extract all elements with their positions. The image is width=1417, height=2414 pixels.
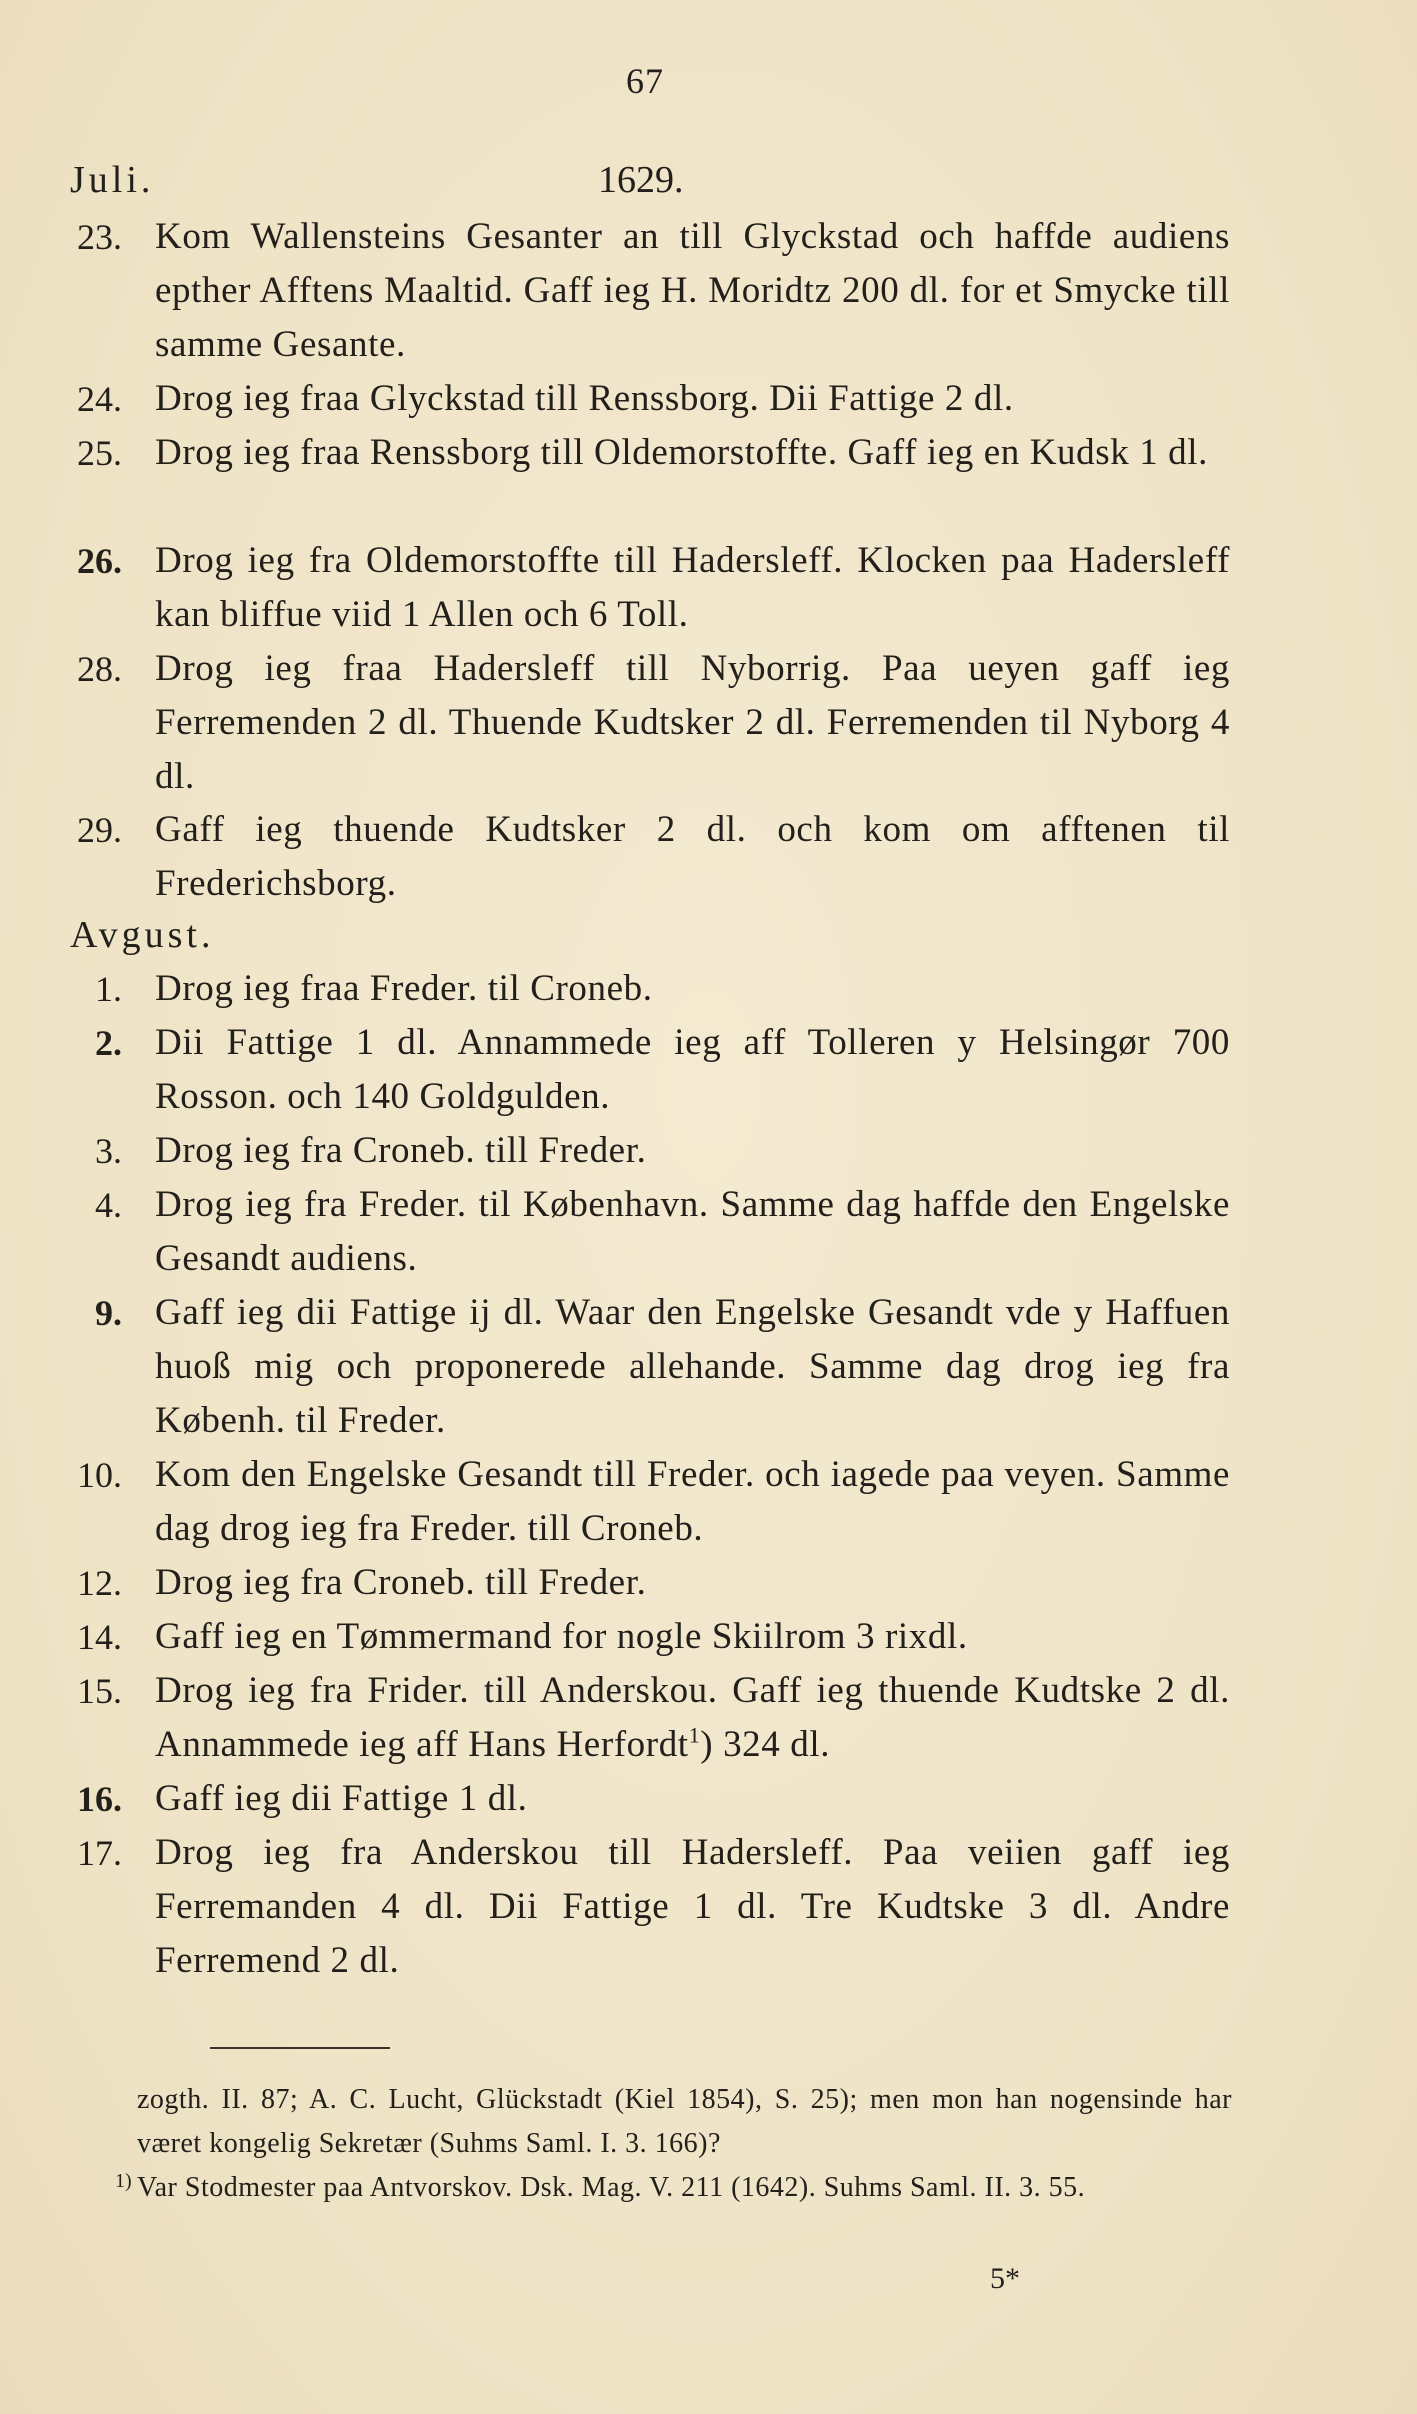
entry-day: 2. <box>95 1023 122 1063</box>
month-heading-july: Juli. <box>70 159 155 201</box>
entry-text: Drog ieg fra Anderskou till Hadersleff. Paa veiien gaff ieg Ferremanden 4 dl. Dii Fattige 1 dl. Tre Kudtske 3 dl. Andre Ferremend 2 dl. <box>155 1832 1230 1981</box>
entry-day: 10. <box>77 1455 122 1495</box>
entry-august-15 <box>70 1664 1230 1772</box>
entry-text: Kom den Engelske Gesandt till Freder. och iagede paa veyen. Samme dag drog ieg fra Freder. till Croneb. <box>155 1454 1230 1549</box>
entry-text-before: Drog ieg fra Frider. till Anderskou. Gaff ieg thuende Kudtske 2 dl. Annammede ieg aff Hans Herfordt <box>155 1670 1230 1765</box>
entry-july-24 <box>70 372 1230 426</box>
entry-august-17 <box>70 1826 1230 1988</box>
month-heading-august: Avgust. <box>70 914 215 956</box>
footnotes <box>115 2078 1232 2210</box>
entry-day: 3. <box>95 1131 122 1171</box>
entry-text: Drog ieg fraa Freder. til Croneb. <box>155 968 653 1009</box>
entry-text-after: ) 324 dl. <box>700 1724 831 1765</box>
entry-day: 16. <box>77 1779 122 1819</box>
entry-day: 14. <box>77 1617 122 1657</box>
entry-text: Gaff ieg dii Fattige 1 dl. <box>155 1778 528 1819</box>
footnote-divider <box>210 2047 390 2049</box>
entry-july-23 <box>70 210 1230 372</box>
entry-august-3 <box>70 1124 1230 1178</box>
entry-day: 17. <box>77 1833 122 1873</box>
entry-day: 12. <box>77 1563 122 1603</box>
entry-text: Gaff ieg thuende Kudtsker 2 dl. och kom om afftenen til Frederichsborg. <box>155 809 1230 904</box>
entry-august-9 <box>70 1286 1230 1448</box>
entry-day: 1. <box>95 969 122 1009</box>
footnote-ref: 1 <box>688 1722 701 1748</box>
entry-text: Gaff ieg en Tømmermand for nogle Skiilrom 3 rixdl. <box>155 1616 968 1657</box>
footnote-text: Var Stodmester paa Antvorskov. Dsk. Mag. V. 211 (1642). Suhms Saml. II. 3. 55. <box>137 2172 1086 2203</box>
footnote-1 <box>115 2166 1232 2210</box>
entry-day: 25. <box>77 433 122 473</box>
entry-july-25 <box>70 426 1230 480</box>
entry-july-26 <box>70 534 1230 642</box>
entry-text: Kom Wallensteins Gesanter an till Glyckstad och haffde audiens epther Afftens Maaltid. Gaff ieg H. Moridtz 200 dl. for et Smycke till samme Gesante. <box>155 216 1230 365</box>
entry-text: Gaff ieg dii Fattige ij dl. Waar den Engelske Gesandt vde y Haffuen huoß mig och proponerede allehande. Samme dag drog ieg fra Københ. til Freder. <box>155 1292 1230 1441</box>
footnote-continued: zogth. II. 87; A. C. Lucht, Glückstadt (Kiel 1854), S. 25); men mon han nogensinde har været kongelig Sekretær (Suhms Saml. I. 3. 166)? <box>137 2084 1232 2159</box>
footnote-marker: 1) <box>115 2170 132 2192</box>
entry-text: Drog ieg fra Croneb. till Freder. <box>155 1130 647 1171</box>
entry-july-29 <box>70 803 1230 911</box>
entry-day: 26. <box>77 541 122 581</box>
entry-day: 15. <box>77 1671 122 1711</box>
entry-day: 9. <box>95 1293 122 1333</box>
entry-august-14 <box>70 1610 1230 1664</box>
page-number: 67 <box>626 61 664 101</box>
entry-august-10 <box>70 1448 1230 1556</box>
entry-day: 29. <box>77 810 122 850</box>
entry-august-4 <box>70 1178 1230 1286</box>
entry-day: 23. <box>77 217 122 257</box>
entry-text <box>155 1664 1230 1772</box>
entry-text: Drog ieg fra Freder. til København. Samme dag haffde den Engelske Gesandt audiens. <box>155 1184 1230 1279</box>
entry-text: Dii Fattige 1 dl. Annammede ieg aff Tolleren y Helsingør 700 Rosson. och 140 Goldgulden. <box>155 1022 1230 1117</box>
entry-text: Drog ieg fra Croneb. till Freder. <box>155 1562 647 1603</box>
entry-july-28 <box>70 642 1230 804</box>
entry-text: Drog ieg fraa Renssborg till Oldemorstoffte. Gaff ieg en Kudsk 1 dl. <box>155 432 1208 473</box>
entry-august-1 <box>70 962 1230 1016</box>
year-heading: 1629. <box>598 159 684 201</box>
signature-mark: 5* <box>990 2262 1020 2295</box>
entry-day: 24. <box>77 379 122 419</box>
entry-august-2 <box>70 1016 1230 1124</box>
entry-august-16 <box>70 1772 1230 1826</box>
entry-day: 28. <box>77 649 122 689</box>
entry-text: Drog ieg fraa Hadersleff till Nyborrig. Paa ueyen gaff ieg Ferremenden 2 dl. Thuende Kudtsker 2 dl. Ferremenden til Nyborg 4 dl. <box>155 648 1230 797</box>
entry-text: Drog ieg fra Oldemorstoffte till Hadersleff. Klocken paa Hadersleff kan bliffue viid 1 Allen och 6 Toll. <box>155 540 1230 635</box>
entry-text: Drog ieg fraa Glyckstad till Renssborg. Dii Fattige 2 dl. <box>155 378 1014 419</box>
entry-day: 4. <box>95 1185 122 1225</box>
entry-august-12 <box>70 1556 1230 1610</box>
